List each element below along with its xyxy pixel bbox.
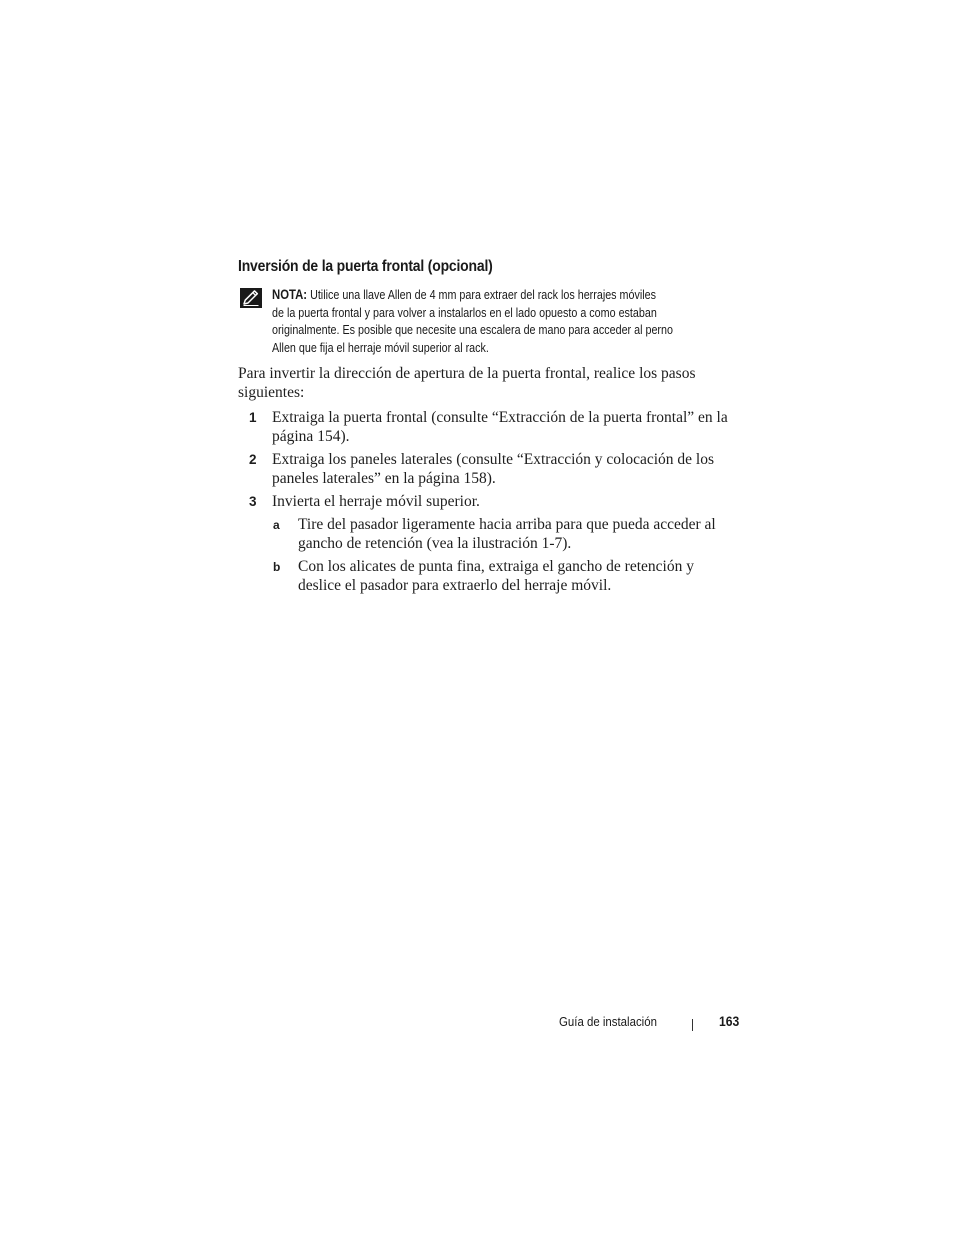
note-line-4: Allen que fija el herraje móvil superior al rack.	[272, 339, 489, 355]
page-number: 163	[719, 1014, 740, 1029]
substep-letter: b	[273, 560, 281, 574]
note-line-1: NOTA: Utilice una llave Allen de 4 mm para extraer del rack los herrajes móviles	[272, 287, 656, 302]
substep-text: Tire del pasador ligeramente hacia arriba para que pueda acceder al gancho de retención (vea la ilustración 1-7).	[298, 516, 716, 552]
note-line-2: de la puerta frontal y para volver a instalarlos en el lado opuesto a como estaban	[272, 304, 657, 320]
step-text: Invierta el herraje móvil superior.	[272, 493, 480, 510]
step-number: 1	[249, 410, 257, 425]
substep-text: Con los alicates de punta fina, extraiga el gancho de retención y deslice el pasador para extraerlo del herraje móvil.	[298, 558, 694, 594]
step-number: 2	[249, 452, 257, 467]
section-heading: Inversión de la puerta frontal (opcional)	[238, 258, 493, 275]
note-label: NOTA:	[272, 287, 308, 302]
note-line-3: originalmente. Es posible que necesite una escalera de mano para acceder al perno	[272, 322, 673, 337]
footer-guide-title: Guía de instalación	[559, 1014, 657, 1029]
footer-separator	[692, 1019, 693, 1031]
intro-paragraph: Para invertir la dirección de apertura de la puerta frontal, realice los pasos siguientes:	[238, 365, 696, 401]
pencil-note-icon	[240, 288, 262, 308]
substep-letter: a	[273, 518, 280, 532]
step-text: Extraiga los paneles laterales (consulte “Extracción y colocación de los paneles laterales” en la página 158).	[272, 451, 714, 487]
step-text: Extraiga la puerta frontal (consulte “Extracción de la puerta frontal” en la página 154).	[272, 409, 728, 445]
step-number: 3	[249, 494, 257, 509]
note-text	[272, 286, 742, 356]
